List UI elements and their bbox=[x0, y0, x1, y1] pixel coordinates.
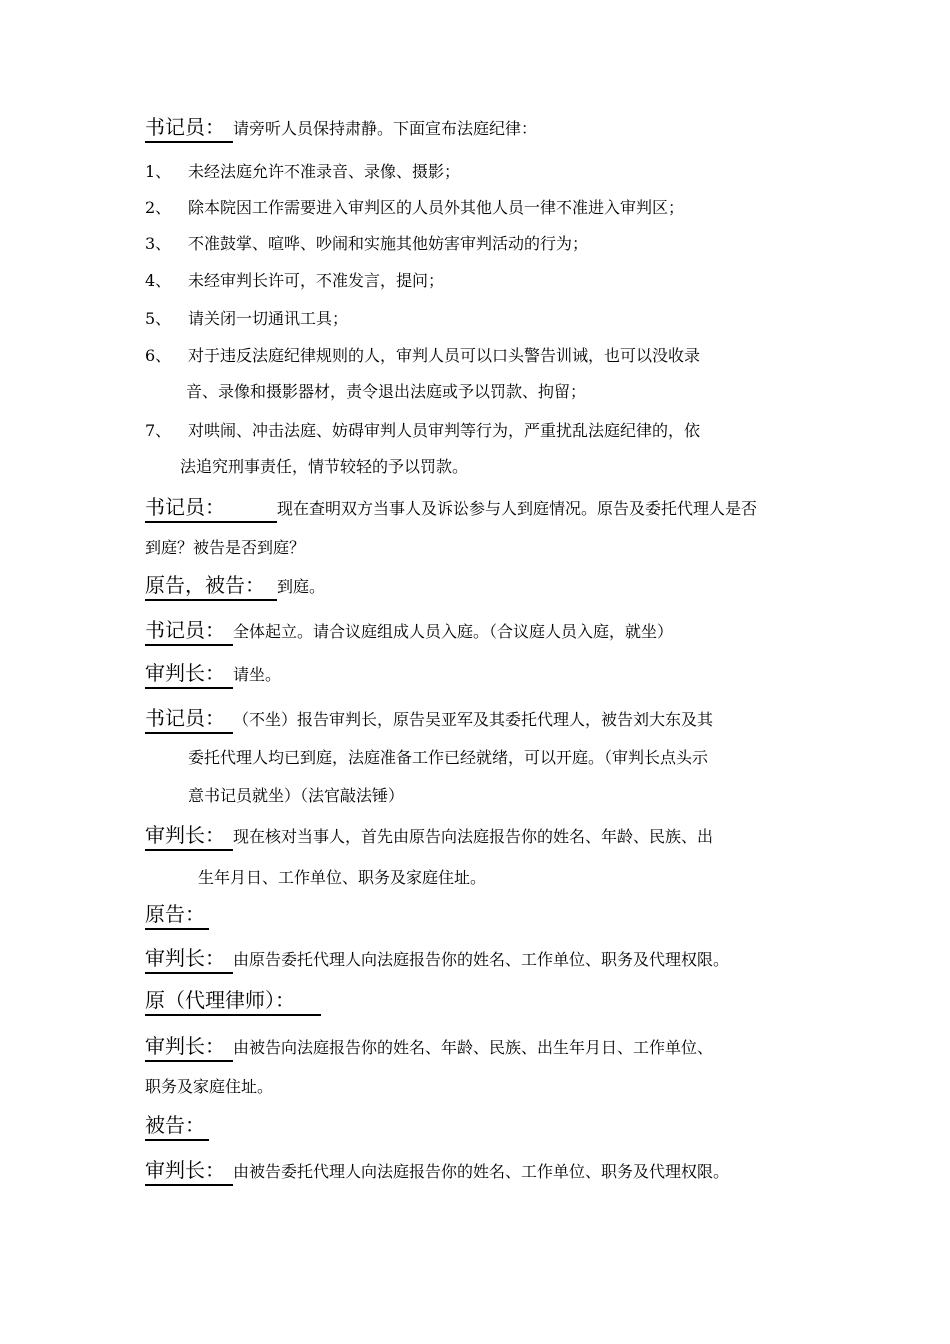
rule-text: 不准鼓掌、喧哗、吵闹和实施其他妨害审判活动的行为； bbox=[188, 234, 589, 253]
speaker-judge: 审判长： bbox=[145, 660, 233, 689]
speaker-plaintiff-lawyer: 原（代理律师）： bbox=[145, 987, 321, 1016]
dialogue-text: 由原告委托代理人向法庭报告你的姓名、工作单位、职务及代理权限。 bbox=[233, 950, 730, 969]
judge-line bbox=[145, 1033, 713, 1062]
rule-text: 未经审判长许可，不准发言，提问； bbox=[188, 271, 445, 290]
judge-line bbox=[145, 1157, 729, 1186]
rule-number: 1、 bbox=[145, 162, 172, 181]
speaker-plaintiff: 原告： bbox=[145, 901, 209, 930]
judge-line bbox=[145, 945, 729, 974]
speaker-judge: 审判长： bbox=[145, 945, 233, 974]
dialogue-text: 请坐。 bbox=[233, 665, 282, 684]
judge-line bbox=[145, 822, 713, 851]
rule-text: 未经法庭允许不准录音、录像、摄影； bbox=[188, 162, 461, 181]
dialogue-text-continued: 职务及家庭住址。 bbox=[145, 1077, 274, 1096]
rule-number: 7、 bbox=[145, 421, 172, 440]
dialogue-text: 现在核对当事人，首先由原告向法庭报告你的姓名、年龄、民族、出 bbox=[233, 827, 714, 846]
speaker-clerk: 书记员： bbox=[145, 114, 233, 143]
clerk-intro-line bbox=[145, 114, 537, 143]
rule-number: 3、 bbox=[145, 234, 172, 253]
rule-text: 请关闭一切通讯工具； bbox=[188, 309, 349, 328]
dialogue-text: 由被告委托代理人向法庭报告你的姓名、工作单位、职务及代理权限。 bbox=[233, 1162, 730, 1181]
rule-text: 对于违反法庭纪律规则的人，审判人员可以口头警告训诫，也可以没收录 bbox=[188, 346, 701, 365]
dialogue-text-continued: 生年月日、工作单位、职务及家庭住址。 bbox=[198, 868, 487, 887]
plaintiff-lawyer-line bbox=[145, 987, 321, 1016]
rule-text: 除本院因工作需要进入审判区的人员外其他人员一律不准进入审判区； bbox=[188, 198, 685, 217]
rule-number: 5、 bbox=[145, 309, 172, 328]
speaker-judge: 审判长： bbox=[145, 822, 233, 851]
rule-number: 2、 bbox=[145, 198, 172, 217]
rule-text: 对哄闹、冲击法庭、妨碍审判人员审判等行为，严重扰乱法庭纪律的，依 bbox=[188, 421, 701, 440]
dialogue-text: 到庭。 bbox=[277, 577, 326, 596]
dialogue-text: （不坐）报告审判长，原告吴亚军及其委托代理人，被告刘大东及其 bbox=[233, 710, 714, 729]
dialogue-text: 全体起立。请合议庭组成人员入庭。（合议庭人员入庭，就坐） bbox=[233, 622, 674, 641]
intro-text: 请旁听人员保持肃静。下面宣布法庭纪律： bbox=[233, 119, 538, 138]
clerk-line bbox=[145, 494, 757, 523]
clerk-line bbox=[145, 617, 673, 646]
rule-number: 4、 bbox=[145, 271, 172, 290]
speaker-judge: 审判长： bbox=[145, 1157, 233, 1186]
judge-line bbox=[145, 660, 281, 689]
defendant-line bbox=[145, 1112, 209, 1141]
dialogue-text-continued: 到庭？被告是否到庭？ bbox=[145, 538, 306, 557]
speaker-plaintiff-defendant: 原告，被告： bbox=[145, 572, 277, 601]
dialogue-text-continued: 意书记员就坐）（法官敲法锤） bbox=[188, 786, 405, 805]
plaintiff-defendant-line bbox=[145, 572, 325, 601]
speaker-clerk: 书记员： bbox=[145, 494, 277, 523]
rule-number: 6、 bbox=[145, 346, 172, 365]
rule-text-continued: 法追究刑事责任，情节较轻的予以罚款。 bbox=[180, 457, 469, 476]
dialogue-text-continued: 委托代理人均已到庭，法庭准备工作已经就绪，可以开庭。（审判长点头示 bbox=[188, 748, 709, 767]
speaker-clerk: 书记员： bbox=[145, 705, 233, 734]
dialogue-text: 由被告向法庭报告你的姓名、年龄、民族、出生年月日、工作单位、 bbox=[233, 1038, 714, 1057]
speaker-clerk: 书记员： bbox=[145, 617, 233, 646]
rule-text-continued: 音、录像和摄影器材，责令退出法庭或予以罚款、拘留； bbox=[186, 382, 587, 401]
clerk-line bbox=[145, 705, 713, 734]
plaintiff-line bbox=[145, 901, 209, 930]
dialogue-text: 现在查明双方当事人及诉讼参与人到庭情况。原告及委托代理人是否 bbox=[277, 499, 758, 518]
speaker-defendant: 被告： bbox=[145, 1112, 209, 1141]
speaker-judge: 审判长： bbox=[145, 1033, 233, 1062]
